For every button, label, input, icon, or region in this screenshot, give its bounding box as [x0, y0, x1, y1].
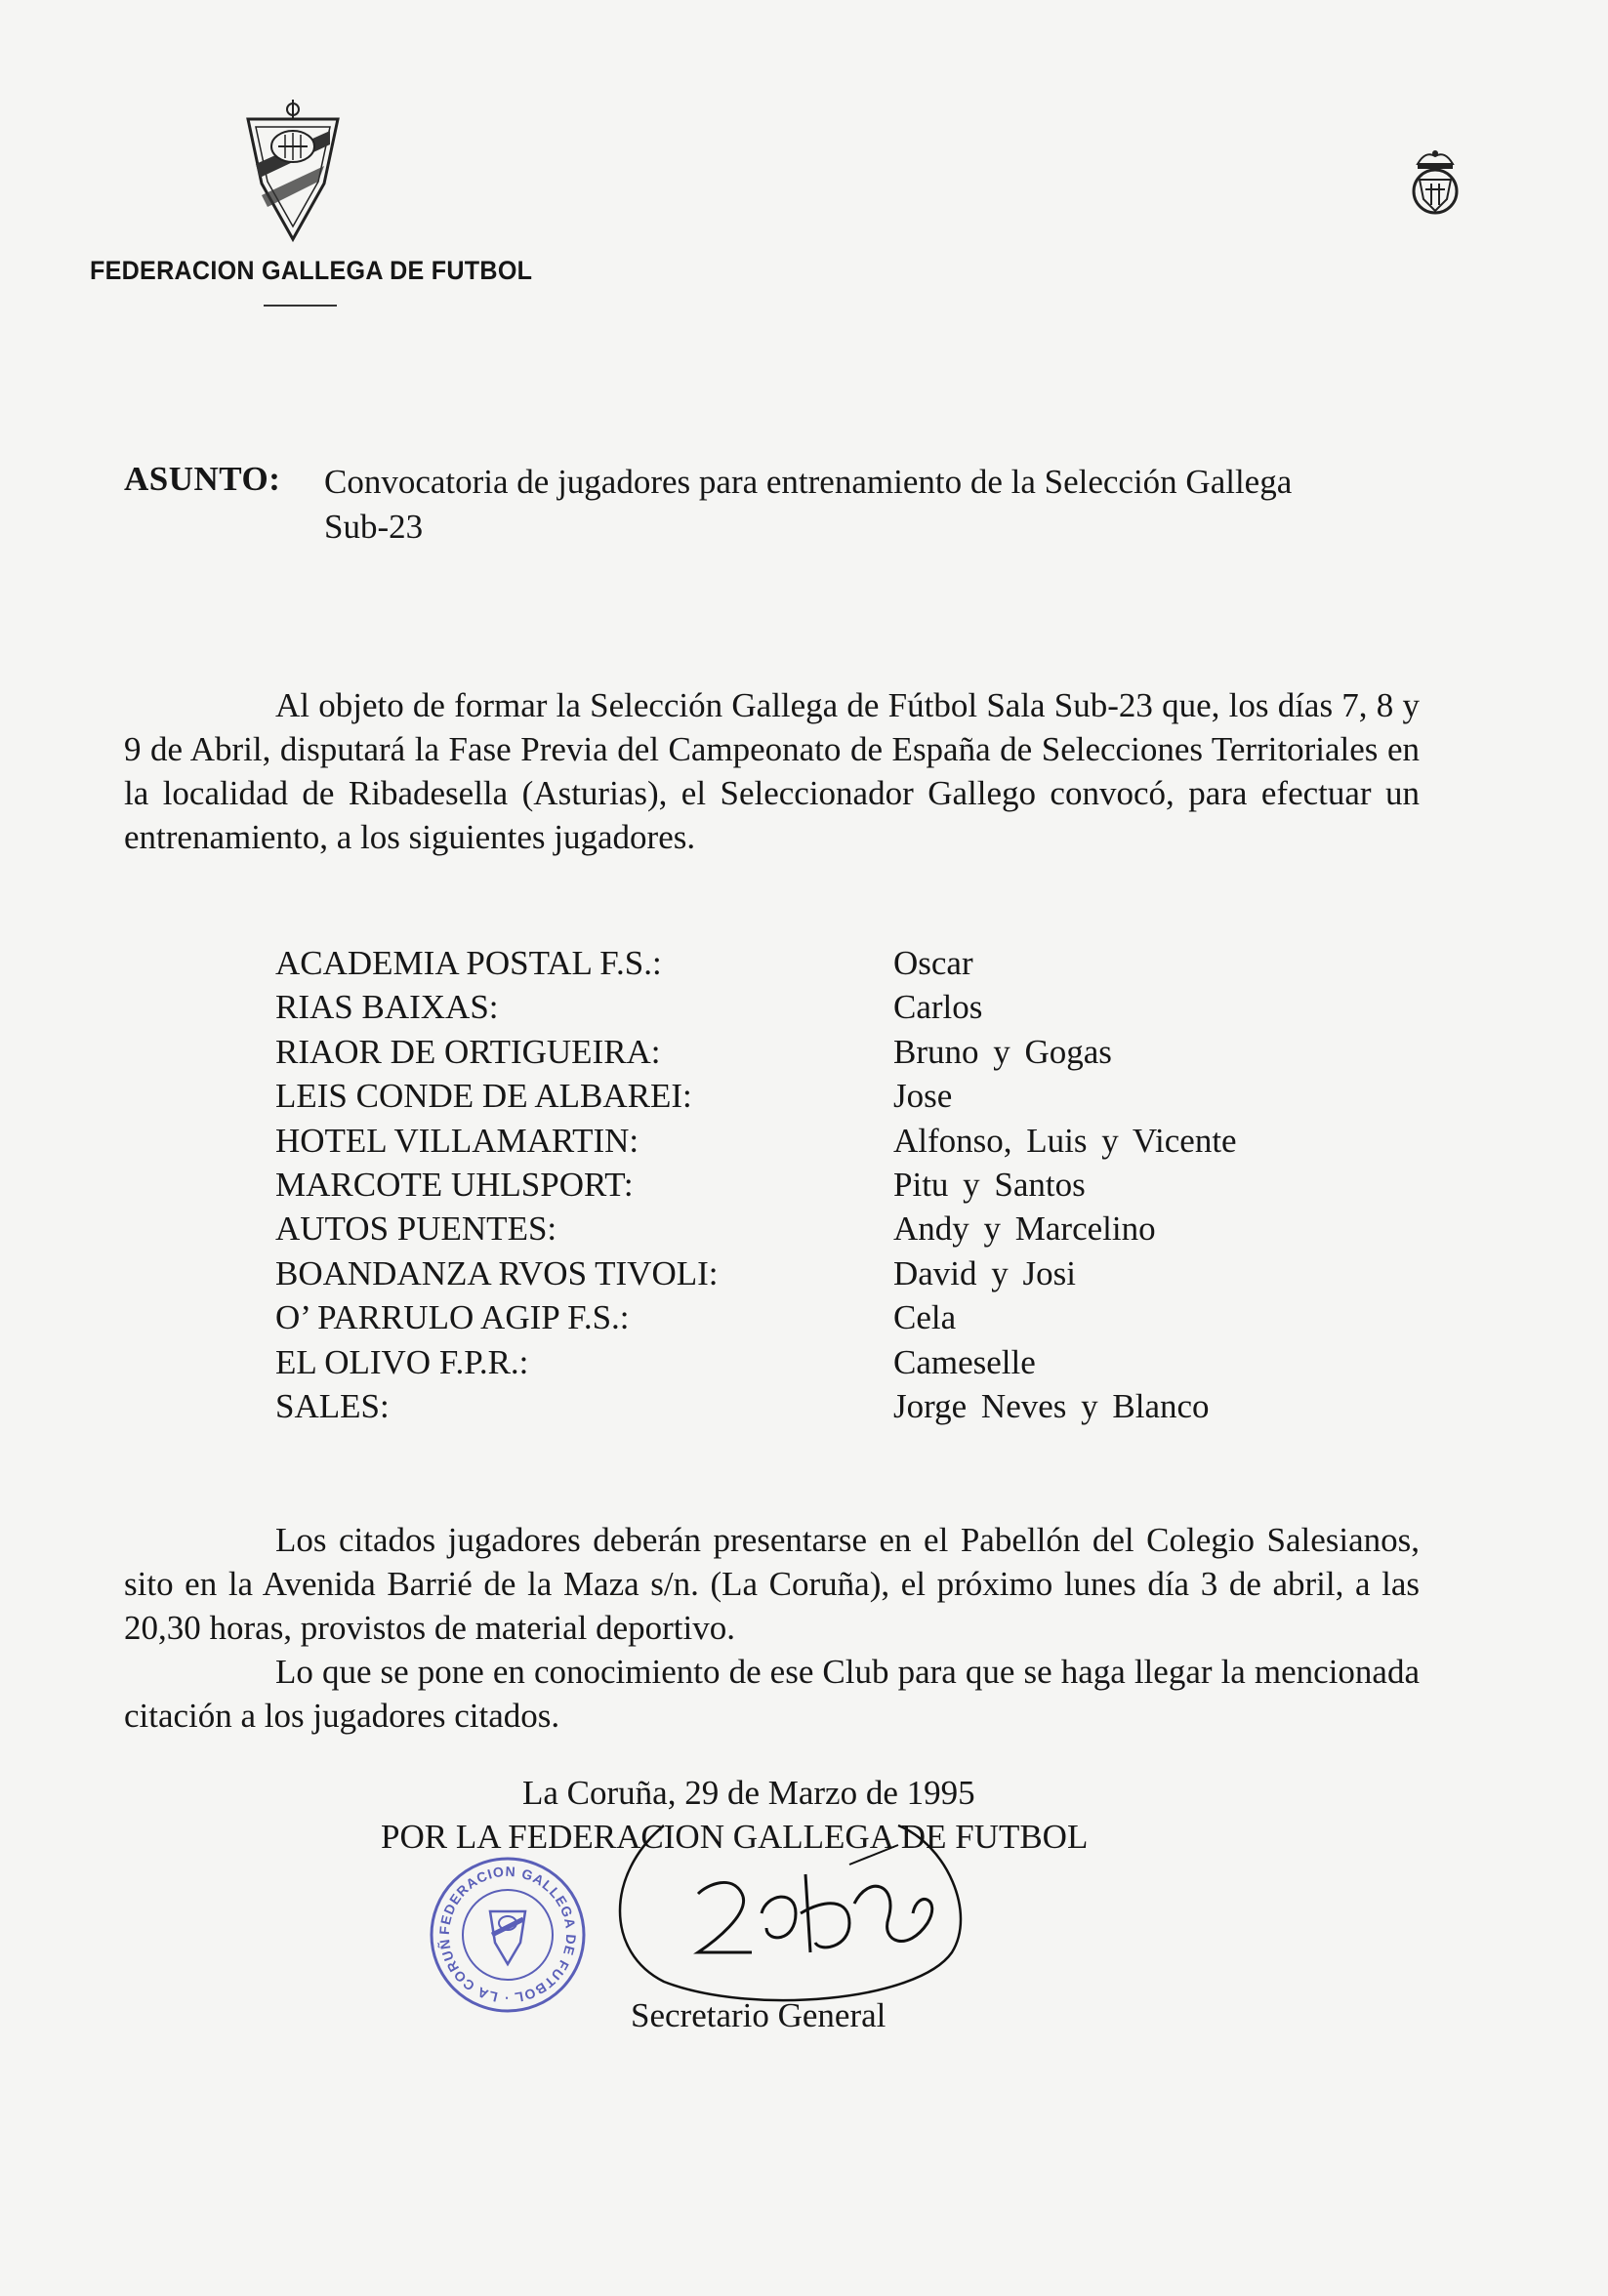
- club-name: SALES:: [275, 1386, 390, 1425]
- club-name: LEIS CONDE DE ALBAREI:: [275, 1077, 692, 1116]
- player-names: Alfonso, Luis y Vicente: [893, 1121, 1237, 1160]
- player-names: Cela: [893, 1298, 957, 1337]
- player-names: Andy y Marcelino: [893, 1210, 1156, 1249]
- player-names: Jose: [893, 1077, 953, 1116]
- intro-paragraph: Al objeto de formar la Selección Gallega de Fútbol Sala Sub-23 que, los días 7, 8 y 9 de Abril, disputará la Fase Previa del Campeonato de España de Selecciones Territoriales en la localidad de Ribadesella (Asturias), el Seleccionador Gallego convocó, para efectuar un entrenamiento, a los siguientes jugadores.: [124, 686, 1420, 856]
- federation-stamp: [428, 1855, 589, 2016]
- player-names: Pitu y Santos: [893, 1165, 1086, 1204]
- subject-label: ASUNTO:: [124, 460, 281, 498]
- player-names: Cameselle: [893, 1342, 1036, 1381]
- organization-name: FEDERACION GALLEGA DE FUTBOL: [90, 256, 533, 285]
- club-name: EL OLIVO F.P.R.:: [275, 1342, 529, 1381]
- player-names: Bruno y Gogas: [893, 1032, 1112, 1071]
- club-name: HOTEL VILLAMARTIN:: [275, 1121, 639, 1160]
- header-divider: [264, 305, 337, 307]
- closing-paragraph: Lo que se pone en conocimiento de ese Club para que se haga llegar la mencionada citación a los jugadores citados.: [124, 1653, 1420, 1735]
- player-names: Jorge Neves y Blanco: [893, 1386, 1210, 1425]
- club-name: ACADEMIA POSTAL F.S.:: [275, 944, 662, 982]
- signer-title: Secretario General: [631, 1996, 886, 2034]
- stamp-text: FEDERACION GALLEGA DE FUTBOL · LA CORUÑ: [435, 1863, 580, 2007]
- club-name: AUTOS PUENTES:: [275, 1210, 557, 1249]
- spanish-federation-crown-crest-icon: [1396, 148, 1474, 217]
- subject-text: [324, 460, 1292, 550]
- place-and-date: La Coruña, 29 de Marzo de 1995: [522, 1774, 975, 1812]
- club-name: MARCOTE UHLSPORT:: [275, 1165, 634, 1204]
- player-names: Carlos: [893, 988, 983, 1027]
- player-names: Oscar: [893, 944, 973, 982]
- club-name: BOANDANZA RVOS TIVOLI:: [275, 1253, 719, 1292]
- subject-line-1: Convocatoria de jugadores para entrenamiento de la Selección Gallega: [324, 463, 1293, 501]
- handwritten-signature: [605, 1806, 976, 2011]
- club-name: RIAS BAIXAS:: [275, 988, 499, 1027]
- subject-line-2: Sub-23: [324, 508, 424, 546]
- galician-federation-shield-icon: [234, 98, 351, 244]
- club-name: O’ PARRULO AGIP F.S.:: [275, 1298, 630, 1337]
- details-paragraph: Los citados jugadores deberán presentarse en el Pabellón del Colegio Salesianos, sito en la Avenida Barrié de la Maza s/n. (La Coruña), el próximo lunes día 3 de abril, a las 20,30 horas, provistos de material deportivo.: [124, 1521, 1420, 1647]
- club-name: RIAOR DE ORTIGUEIRA:: [275, 1032, 661, 1071]
- signing-organization: POR LA FEDERACION GALLEGA DE FUTBOL: [381, 1818, 1089, 1856]
- player-names: David y Josi: [893, 1253, 1076, 1292]
